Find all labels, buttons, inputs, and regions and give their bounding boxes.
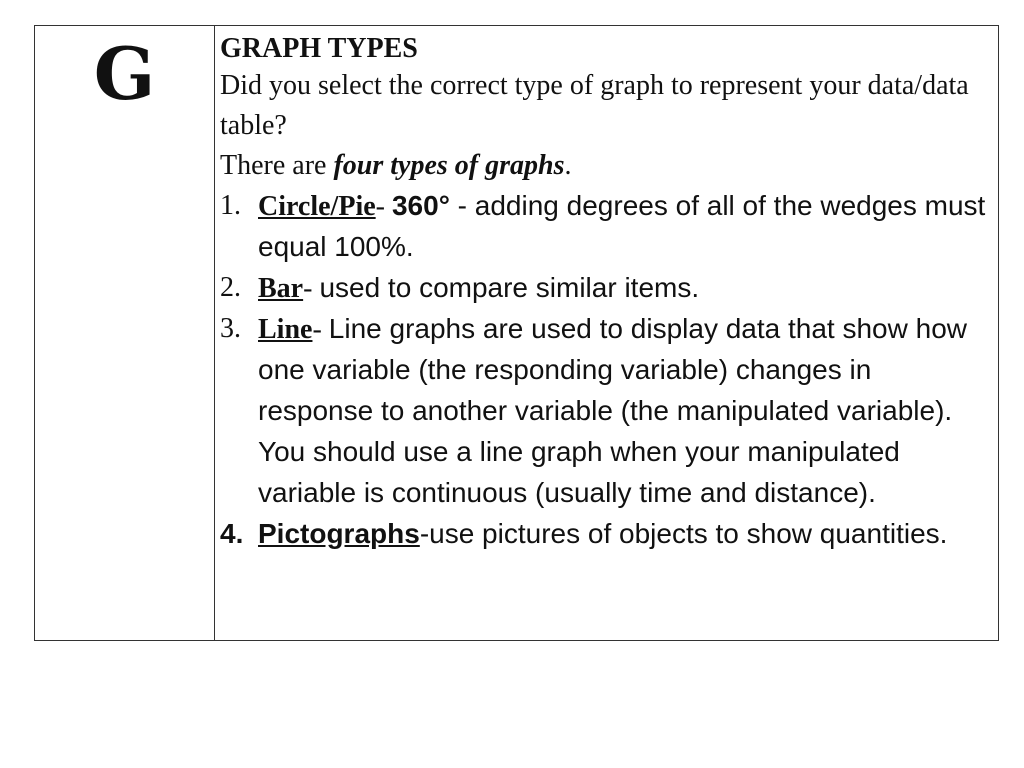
question-text: Did you select the correct type of graph to represent your data/data table?: [220, 70, 969, 141]
section-title: GRAPH TYPES: [220, 33, 418, 64]
list-number: 4.: [220, 518, 244, 549]
list-description: - adding degrees of all of the wedges must equal 100%.: [258, 190, 986, 262]
list-term: Line: [258, 314, 313, 345]
list-separator: -: [303, 273, 320, 304]
column-divider: [214, 26, 215, 640]
list-term: Circle/Pie: [258, 191, 376, 222]
intro-after: .: [564, 150, 572, 181]
list-item-bar: [220, 268, 992, 309]
list-separator: -: [375, 191, 392, 222]
list-number: 1.: [220, 190, 241, 221]
list-item-circle-pie: [220, 186, 992, 268]
list-item-pictographs: [220, 514, 992, 555]
list-item-line: [220, 309, 992, 514]
list-description: used to compare similar items.: [319, 272, 700, 303]
list-term: Bar: [258, 273, 304, 304]
list-term: Pictographs: [258, 518, 420, 549]
intro-before: There are: [220, 150, 334, 181]
list-separator: -: [312, 314, 329, 345]
content-table: [34, 25, 999, 641]
list-number: 2.: [220, 272, 241, 303]
section-letter: G: [93, 31, 156, 116]
content-cell: [220, 32, 992, 555]
list-description: -use pictures of objects to show quantities.: [419, 518, 948, 549]
list-number: 3.: [220, 313, 241, 344]
intro-text: [220, 146, 992, 186]
list-description: Line graphs are used to display data that show how one variable (the responding variable) changes in response to another variable (the manipulated variable). You should use a line graph when your manipulated variable is continuous (usually time and distance).: [258, 313, 967, 508]
intro-emphasis: four types of graphs: [333, 150, 565, 181]
degrees-value: 360°: [391, 190, 450, 221]
